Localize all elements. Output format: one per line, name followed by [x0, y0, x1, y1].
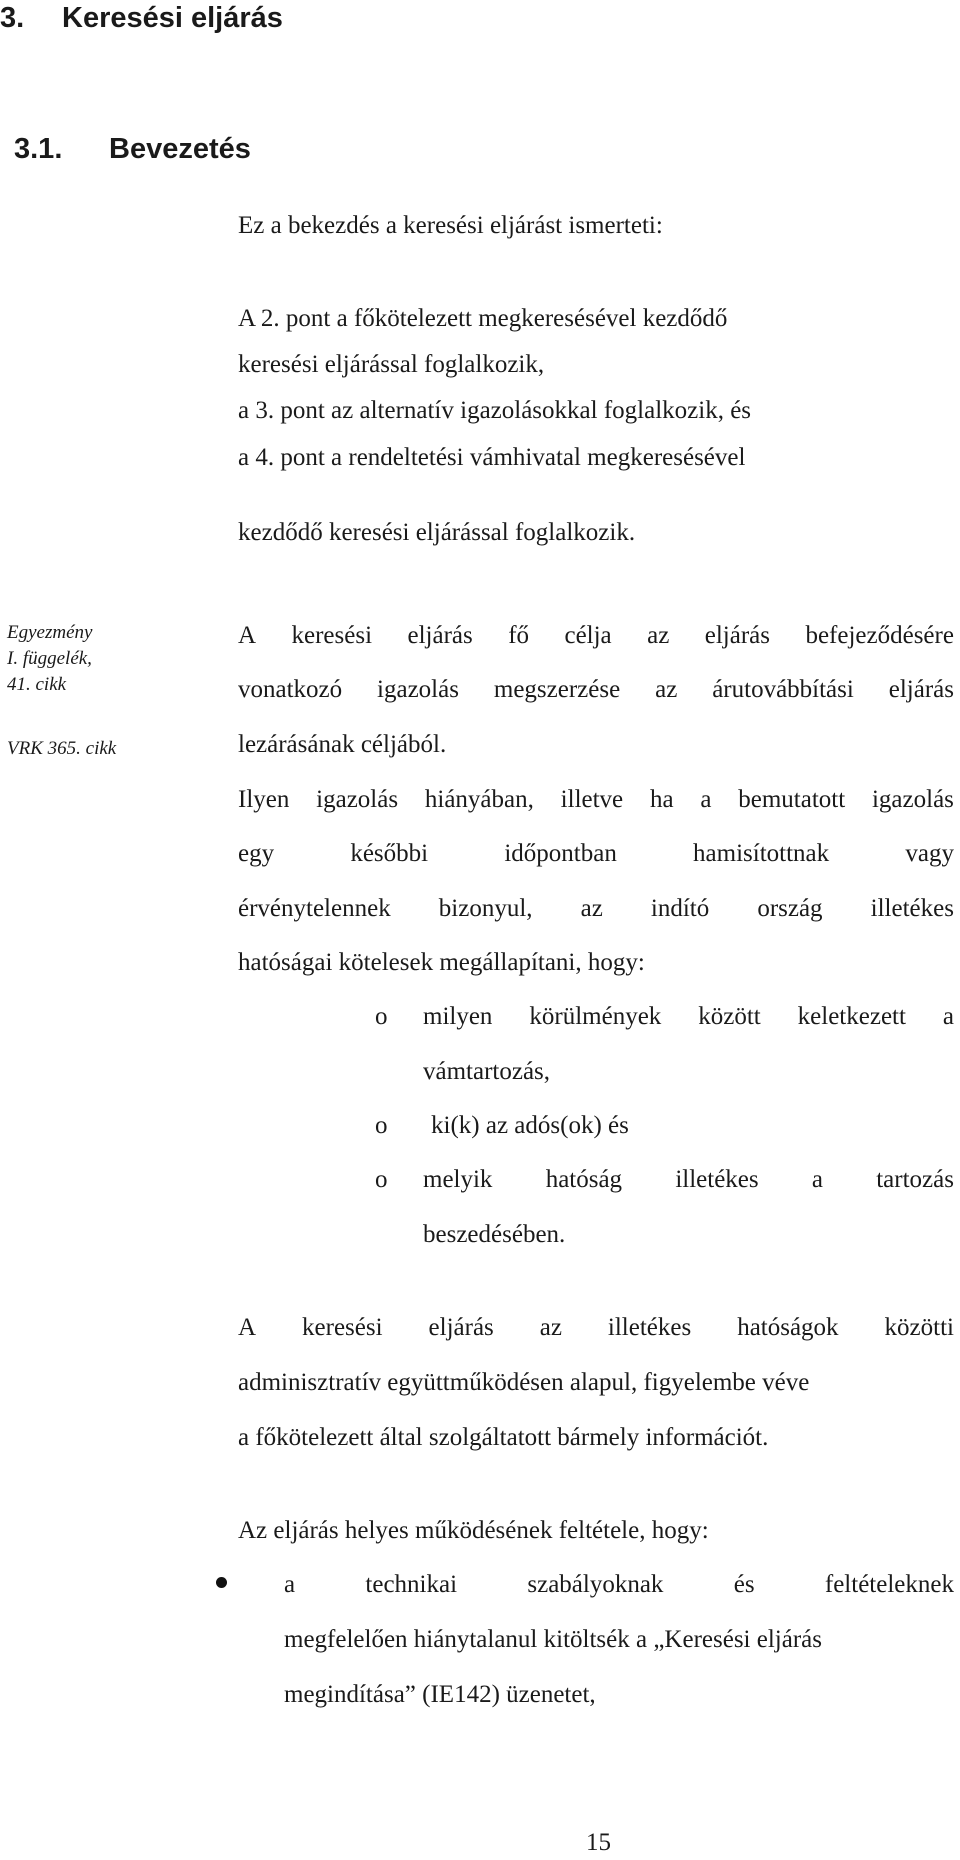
- section-heading: [0, 0, 283, 36]
- section-title: Keresési eljárás: [62, 2, 283, 34]
- page-number: 15: [586, 1829, 611, 1856]
- margin-note-appendix: I. függelék,: [7, 648, 92, 669]
- intro-list-line-4: a 4. pont a rendeltetési vámhivatal megkeresésével: [238, 444, 746, 471]
- bullet-dot-icon: [216, 1577, 227, 1588]
- sublist-item-2: ki(k) az adós(ok) és: [431, 1112, 629, 1139]
- para2-line-4: hatóságai kötelesek megállapítani, hogy:: [238, 949, 645, 976]
- para1-line-1: A keresési eljárás fő célja az eljárás befejeződésére: [238, 622, 954, 649]
- margin-note-vrk: VRK 365. cikk: [7, 738, 117, 759]
- sublist-item-1-line-1: milyen körülmények között keletkezett a: [423, 1003, 954, 1030]
- intro-list-line-2: keresési eljárással foglalkozik,: [238, 351, 545, 378]
- para4-bullet-line-1: a technikai szabályoknak és feltételeknek: [284, 1571, 954, 1598]
- para3-line-2: adminisztratív együttműködésen alapul, figyelembe véve: [238, 1369, 810, 1396]
- para2-line-2: egy későbbi időpontban hamisítottnak vagy: [238, 840, 954, 867]
- para4-line-1: Az eljárás helyes működésének feltétele, hogy:: [238, 1517, 709, 1544]
- list-marker-o: o: [375, 1166, 388, 1193]
- intro-line: Ez a bekezdés a keresési eljárást ismerteti:: [238, 212, 663, 239]
- sublist-item-1-line-2: vámtartozás,: [423, 1058, 551, 1085]
- para4-bullet-line-3: megindítása” (IE142) üzenetet,: [284, 1681, 596, 1708]
- para3-line-1: A keresési eljárás az illetékes hatóságok közötti: [238, 1314, 954, 1341]
- subsection-heading: [14, 131, 251, 167]
- list-marker-o: o: [375, 1003, 388, 1030]
- section-number: 3.: [0, 2, 25, 34]
- sublist-item-3-line-2: beszedésében.: [423, 1221, 566, 1248]
- subsection-number: 3.1.: [14, 133, 63, 165]
- margin-note-article: 41. cikk: [7, 674, 67, 695]
- para2-line-1: Ilyen igazolás hiányában, illetve ha a bemutatott igazolás: [238, 786, 954, 813]
- intro-list-line-3: a 3. pont az alternatív igazolásokkal foglalkozik, és: [238, 397, 752, 424]
- subsection-title: Bevezetés: [109, 133, 251, 165]
- margin-note-convention: Egyezmény: [7, 622, 93, 643]
- intro-list-line-5: kezdődő keresési eljárással foglalkozik.: [238, 519, 636, 546]
- list-marker-o: o: [375, 1112, 388, 1139]
- intro-list-line-1: A 2. pont a főkötelezett megkeresésével kezdődő: [238, 305, 728, 332]
- para4-bullet-line-2: megfelelően hiánytalanul kitöltsék a „Keresési eljárás: [284, 1626, 822, 1653]
- sublist-item-3-line-1: melyik hatóság illetékes a tartozás: [423, 1166, 954, 1193]
- para1-line-2: vonatkozó igazolás megszerzése az árutovábbítási eljárás: [238, 676, 954, 703]
- para1-line-3: lezárásának céljából.: [238, 731, 447, 758]
- para2-line-3: érvénytelennek bizonyul, az indító ország illetékes: [238, 895, 954, 922]
- para3-line-3: a főkötelezett által szolgáltatott bármely információt.: [238, 1424, 769, 1451]
